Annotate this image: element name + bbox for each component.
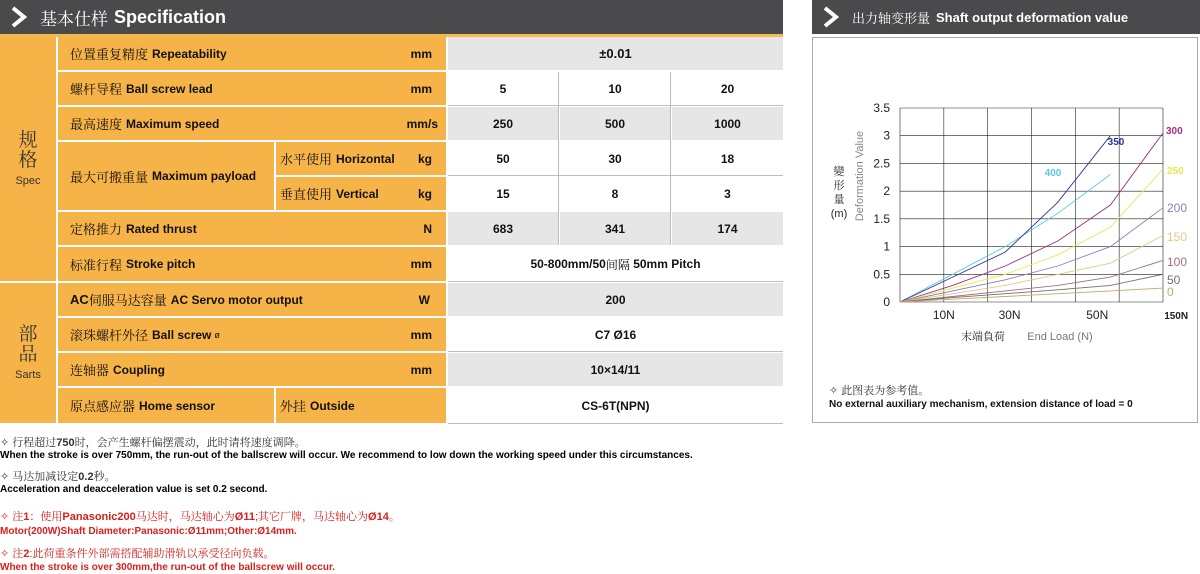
spec-header-cn: 基本仕样 — [40, 9, 108, 29]
unit-coupling: mm — [410, 362, 432, 377]
x-tick-label: 10N — [932, 308, 955, 322]
value-motor: 200 — [448, 283, 783, 316]
series-label-200: 200 — [1167, 201, 1188, 215]
unit-speed: mm/s — [406, 116, 438, 131]
lead-en: Ball screw lead — [126, 81, 213, 96]
y-tick-label: 0 — [883, 295, 890, 309]
value-thrust-3: 174 — [672, 212, 783, 245]
stroke-en: Stroke pitch — [126, 257, 196, 271]
speed-en: Maximum speed — [126, 116, 220, 131]
divider — [670, 72, 671, 245]
value-thrust-1: 683 — [448, 212, 558, 245]
value-lead-3: 20 — [672, 72, 783, 105]
y-tick-label: 3.5 — [873, 101, 890, 115]
n4-cn-a: 注 — [12, 548, 24, 560]
spec-header — [0, 0, 783, 34]
series-label-150: 150 — [1167, 230, 1188, 244]
note-bullet-icon: ✧ — [0, 548, 13, 560]
value-horizontal-1: 50 — [448, 142, 558, 175]
group-spec-cn-2: 格 — [18, 150, 38, 171]
series-label-50: 50 — [1167, 273, 1181, 287]
group-parts-cn-1: 部 — [18, 324, 38, 345]
n3-cn-i: 。 — [388, 511, 400, 523]
group-spec-cn-1: 规 — [18, 130, 38, 151]
chart-note-cn-text: 此图表为参考值。 — [841, 385, 930, 397]
divider — [448, 281, 783, 282]
series-label-400: 400 — [1044, 168, 1062, 179]
divider — [448, 351, 783, 352]
note-1-cn — [0, 434, 306, 450]
chart-header-cn: 出力轴变形量 — [852, 10, 931, 26]
note-bullet-icon: ✧ — [0, 437, 13, 449]
chevron-right-icon — [820, 0, 842, 34]
speed-cn: 最高速度 — [70, 117, 123, 132]
chart-panel — [812, 37, 1198, 423]
note-bullet-icon: ✧ — [0, 511, 13, 523]
n3-cn-h: Ø14 — [368, 511, 389, 523]
stroke-value-b: 50mm Pitch — [633, 257, 701, 271]
n3-cn-g: ;其它厂牌，马达轴心为 — [254, 511, 369, 523]
n3-cn-f: Ø11 — [234, 511, 255, 523]
home-en: Home sensor — [139, 398, 216, 413]
note-bullet-icon: ✧ — [829, 385, 842, 397]
note-3-cn — [0, 508, 400, 524]
x-axis-label-en: End Load (N) — [1027, 331, 1093, 343]
payload-cn: 最大可搬重量 — [70, 169, 149, 185]
payload-en: Maximum payload — [152, 169, 257, 183]
unit-motor: W — [418, 292, 430, 307]
y-axis-label-cn: 變形量(m) — [830, 166, 848, 220]
stroke-cn: 标准行程 — [70, 257, 123, 273]
chart-note-cn — [829, 382, 929, 398]
n1-cn-b: 750 — [56, 437, 75, 449]
series-line-400 — [900, 175, 1110, 303]
n3-cn-a: 注 — [12, 511, 24, 523]
screw-en-sub: ø — [214, 329, 220, 340]
label-home-outside — [276, 388, 446, 423]
value-stroke — [448, 247, 783, 281]
divider — [448, 423, 783, 424]
value-speed-1: 250 — [448, 107, 558, 140]
x-tick-label: 50N — [1086, 308, 1109, 322]
repeatability-en: Repeatability — [152, 46, 227, 61]
chart-note-en: No external auxiliary mechanism, extension distance of load = 0 — [829, 399, 1133, 410]
unit-horizontal: kg — [417, 151, 432, 166]
note-3-en: Motor(200W)Shaft Diameter:Panasonic:Ø11mm;Other:Ø14mm. — [0, 526, 297, 537]
value-lead-2: 10 — [560, 72, 670, 105]
note-1-en: When the stroke is over 750mm, the run-out of the ballscrew will occur. We recommend to low down the working speed under this circumstances. — [0, 450, 693, 461]
n1-cn-a: 行程超过 — [12, 437, 57, 449]
note-2-en: Acceleration and deacceleration value is set 0.2 second. — [0, 484, 268, 495]
value-coupling: 10×14/11 — [448, 353, 783, 386]
x-tick-label: 150N — [1164, 311, 1189, 322]
value-vertical-3: 3 — [672, 177, 783, 210]
note-4-cn — [0, 545, 274, 561]
n1-cn-c: 时，会产生螺杆偏摆震动，此时请将速度调降。 — [74, 437, 306, 449]
home-cn: 原点感应器 — [70, 399, 136, 414]
divider — [448, 105, 783, 106]
series-label-0: 0 — [1167, 285, 1174, 299]
label-payload — [58, 142, 274, 210]
group-spec — [0, 37, 56, 281]
label-home — [58, 388, 274, 423]
unit-stroke: mm — [410, 257, 432, 271]
value-speed-2: 500 — [560, 107, 670, 140]
horizontal-cn: 水平使用 — [280, 152, 333, 167]
thrust-cn: 定格推力 — [70, 222, 123, 237]
unit-screw: mm — [410, 327, 432, 342]
series-label-350: 350 — [1107, 137, 1125, 148]
group-parts — [0, 283, 56, 423]
motor-cn-a: AC — [70, 292, 89, 307]
vertical-cn: 垂直使用 — [280, 187, 333, 202]
n4-cn-b: 2 — [23, 548, 30, 560]
unit-thrust: N — [423, 221, 432, 236]
unit-lead: mm — [410, 81, 432, 96]
value-lead-1: 5 — [448, 72, 558, 105]
n2-cn-b: 0.2 — [78, 471, 94, 483]
chart-header — [812, 0, 1200, 34]
y-tick-label: 1.5 — [873, 211, 890, 226]
motor-cn-b: 伺服马达容量 — [88, 293, 167, 308]
unit-vertical: kg — [417, 186, 432, 201]
deformation-chart — [813, 38, 1199, 424]
n3-cn-d: Panasonic200 — [62, 511, 136, 523]
chevron-right-icon — [8, 0, 30, 34]
screw-en: Ball screw — [152, 327, 212, 342]
note-bullet-icon: ✧ — [0, 471, 13, 483]
divider — [448, 175, 783, 176]
value-horizontal-2: 30 — [560, 142, 670, 175]
repeatability-cn: 位置重复精度 — [70, 47, 149, 62]
n3-cn-c: ：使用 — [29, 511, 63, 523]
value-speed-3: 1000 — [672, 107, 783, 140]
stroke-value-a: 50-800mm/50 — [530, 257, 606, 271]
group-spec-en: Spec — [15, 175, 41, 187]
value-vertical-2: 8 — [560, 177, 670, 210]
coupling-cn: 连轴器 — [70, 363, 110, 378]
group-parts-en: Sarts — [15, 369, 41, 381]
y-tick-label: 0.5 — [873, 267, 890, 282]
n4-cn-c: :此荷重条件外部需搭配辅助滑轨以承受径向负载。 — [29, 548, 275, 560]
series-label-100: 100 — [1167, 255, 1188, 269]
note-2-cn — [0, 468, 116, 484]
value-screw: C7 Ø16 — [448, 318, 783, 351]
coupling-en: Coupling — [113, 362, 165, 377]
home-outside-cn: 外挂 — [280, 399, 307, 414]
lead-cn: 螺杆导程 — [70, 82, 123, 97]
value-horizontal-3: 18 — [672, 142, 783, 175]
stroke-value-mid: 间隔 — [605, 257, 630, 272]
x-axis-label-cn: 末端負荷 — [961, 331, 1005, 343]
vertical-en: Vertical — [336, 186, 379, 201]
divider — [558, 72, 559, 245]
y-tick-label: 2 — [883, 184, 890, 199]
n2-cn-c: 秒。 — [93, 471, 116, 483]
n3-cn-e: 马达时，马达轴心为 — [135, 511, 235, 523]
n3-cn-b: 1 — [23, 511, 30, 523]
chart-header-en: Shaft output deformation value — [936, 9, 1129, 25]
spec-header-en: Specification — [114, 6, 227, 27]
value-repeatability: ±0.01 — [448, 37, 783, 70]
horizontal-en: Horizontal — [336, 151, 395, 166]
value-home: CS-6T(NPN) — [448, 388, 783, 423]
series-label-300: 300 — [1166, 126, 1183, 137]
motor-en: AC Servo motor output — [170, 292, 303, 307]
unit-repeatability: mm — [410, 46, 432, 61]
note-4-en: When the stroke is over 300mm,the run-out of the ballscrew will occur. — [0, 562, 336, 573]
screw-cn: 滚珠螺杆外径 — [70, 328, 149, 343]
group-parts-cn-2: 品 — [18, 344, 38, 365]
x-tick-label: 30N — [998, 308, 1021, 322]
value-vertical-1: 15 — [448, 177, 558, 210]
thrust-en: Rated thrust — [126, 221, 197, 236]
y-tick-label: 3 — [883, 128, 890, 143]
value-thrust-2: 341 — [560, 212, 670, 245]
n2-cn-a: 马达加减设定 — [12, 471, 79, 483]
y-axis-label-en: Deformation Value — [854, 130, 866, 222]
y-tick-label: 2.5 — [873, 156, 890, 171]
home-outside-en: Outside — [310, 398, 355, 413]
series-label-250: 250 — [1167, 166, 1184, 177]
y-tick-label: 1 — [883, 239, 890, 254]
